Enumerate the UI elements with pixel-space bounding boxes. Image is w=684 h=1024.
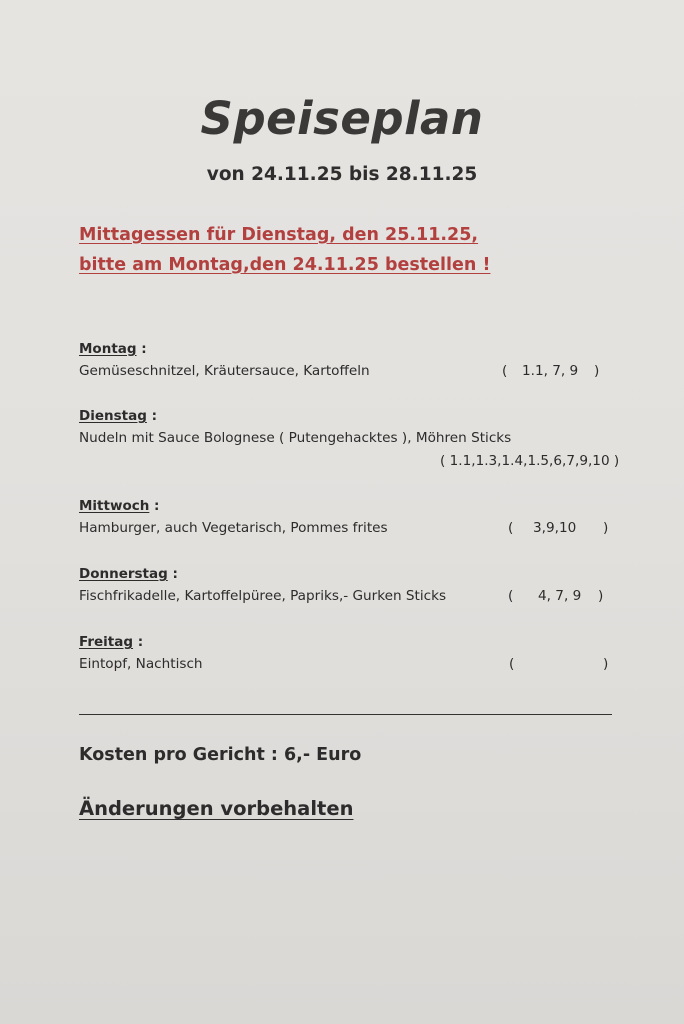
day-name: Mittwoch [79,498,150,514]
day-colon: : [136,341,147,357]
allergen-codes-tuesday: ( 1.1,1.3,1.4,1.5,6,7,9,10 ) [440,453,620,469]
dish-monday: Gemüseschnitzel, Kräutersauce, Kartoffeln [79,363,370,379]
day-label-monday [79,341,147,357]
paren-close: ) [603,520,609,536]
day-label-thursday [79,566,178,582]
day-label-tuesday [79,408,157,424]
day-colon: : [167,566,178,582]
day-colon: : [146,408,157,424]
day-name: Montag [79,341,137,357]
dish-tuesday: Nudeln mit Sauce Bolognese ( Putengehacktes ), Möhren Sticks [79,430,512,446]
dish-wednesday: Hamburger, auch Vegetarisch, Pommes frites [79,520,388,536]
day-colon: : [133,634,144,650]
day-name: Donnerstag [79,566,168,582]
paren-close: ) [598,588,604,604]
day-label-friday [79,634,143,650]
day-name: Freitag [79,634,134,650]
date-range: von 24.11.25 bis 28.11.25 [206,164,478,185]
paren-close: ) [603,656,609,672]
day-colon: : [149,498,160,514]
changes-reserved-note: Änderungen vorbehalten [79,797,354,820]
day-label-wednesday [79,498,159,514]
order-notice-line-2: bitte am Montag,den 24.11.25 bestellen ! [79,255,491,275]
divider-line [79,714,612,715]
day-name: Dienstag [79,408,147,424]
paren-open: ( [508,520,514,536]
order-notice-line-1: Mittagessen für Dienstag, den 25.11.25, [79,225,479,245]
paren-open: ( [502,363,508,379]
allergen-codes-thursday: 4, 7, 9 [538,588,582,604]
dish-thursday: Fischfrikadelle, Kartoffelpüree, Papriks,- Gurken Sticks [79,588,447,604]
paren-open: ( [509,656,515,672]
paren-close: ) [594,363,600,379]
paren-open: ( [508,588,514,604]
allergen-codes-monday: 1.1, 7, 9 [522,363,579,379]
dish-friday: Eintopf, Nachtisch [79,656,203,672]
page-title: Speiseplan [200,92,484,145]
price-per-dish: Kosten pro Gericht : 6,- Euro [79,745,362,765]
allergen-codes-wednesday: 3,9,10 [533,520,577,536]
